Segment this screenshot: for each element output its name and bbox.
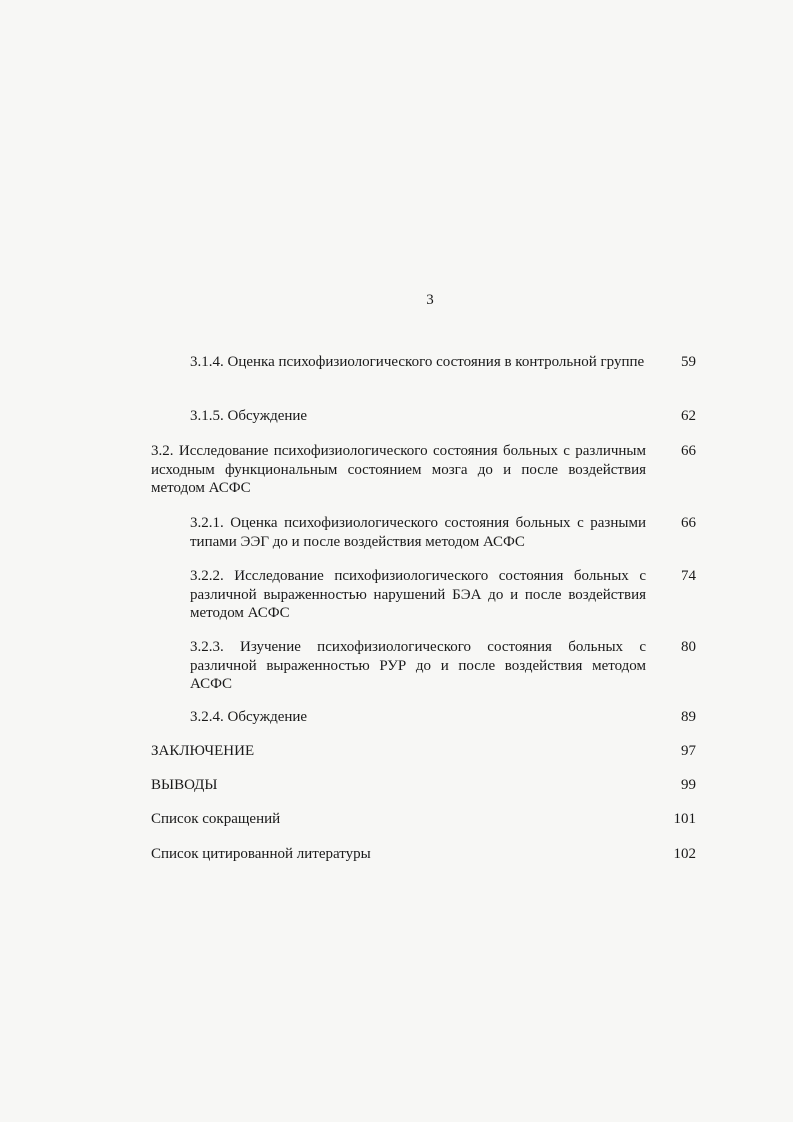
toc-entry-3-2-2[interactable] [190, 567, 696, 623]
toc-entry-page: 99 [681, 777, 696, 793]
toc-entry-page: 102 [673, 846, 696, 862]
toc-entry-page: 62 [681, 408, 696, 424]
toc-entry-3-1-5[interactable] [190, 407, 696, 426]
toc-entry-3-2-3[interactable] [190, 638, 696, 694]
toc-entry-title: 3.1.5. Обсуждение [190, 408, 308, 424]
toc-entry-page: 74 [681, 568, 696, 584]
toc-entry-findings[interactable] [151, 776, 696, 795]
toc-entry-title: 3.2.1. Оценка психофизиологического состояния больных с разными типами ЭЭГ до и после воздействия методом АСФС [190, 515, 646, 550]
toc-entry-3-2-4[interactable] [190, 708, 696, 727]
toc-entry-conclusion[interactable] [151, 742, 696, 761]
toc-entry-3-2-1[interactable] [190, 514, 696, 551]
toc-entry-page: 101 [673, 811, 696, 827]
toc-entry-title: ЗАКЛЮЧЕНИЕ [151, 743, 255, 759]
toc-entry-page: 89 [681, 709, 696, 725]
toc-entry-references[interactable] [151, 845, 696, 864]
toc-entry-abbreviations[interactable] [151, 810, 696, 829]
toc-entry-title: ВЫВОДЫ [151, 777, 218, 793]
toc-entry-title: 3.1.4. Оценка психофизиологического состояния в контрольной группе [190, 354, 645, 370]
toc-entry-page: 97 [681, 743, 696, 759]
toc-entry-title: 3.2.3. Изучение психофизиологического состояния больных с различной выраженностью РУР до и после воздействия методом АСФС [190, 639, 646, 692]
toc-entry-3-2[interactable] [151, 442, 696, 498]
toc-entry-page: 66 [681, 443, 696, 459]
toc-entry-page: 80 [681, 639, 696, 655]
page-number: 3 [426, 292, 434, 308]
toc-entry-title: Список сокращений [151, 811, 281, 827]
toc-entry-page: 66 [681, 515, 696, 531]
toc-entry-title: 3.2.2. Исследование психофизиологического состояния больных с различной выраженностью нарушений БЭА до и после воздействия методом АСФС [190, 568, 646, 621]
toc-entry-page: 59 [681, 354, 696, 370]
toc-entry-title: 3.2.4. Обсуждение [190, 709, 308, 725]
toc-entry-title: Список цитированной литературы [151, 846, 371, 862]
toc-entry-title: 3.2. Исследование психофизиологического состояния больных с различным исходным функциональным состоянием мозга до и после воздействия методом АСФС [151, 443, 646, 496]
toc-entry-3-1-4[interactable] [190, 353, 696, 372]
